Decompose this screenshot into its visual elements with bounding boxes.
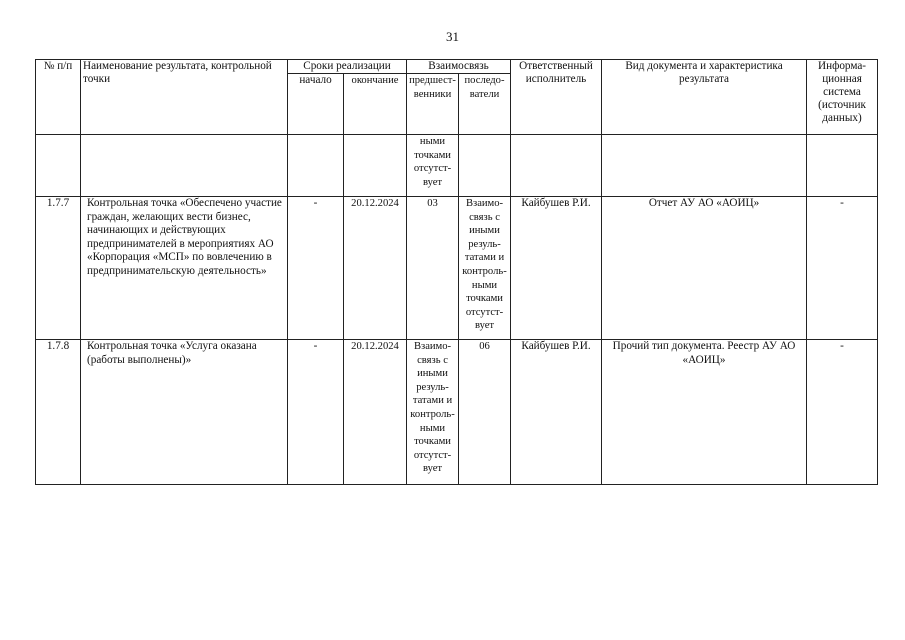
cell-document: Отчет АУ АО «АОИЦ» [602,197,807,340]
cell-infosystem: - [807,340,878,485]
cell-predecessors: ными точками отсутст-вует [407,135,459,197]
cell-infosystem: - [807,197,878,340]
cell-responsible: Кайбушев Р.И. [511,197,602,340]
header-start: начало [288,74,344,135]
header-terms: Сроки реализации [288,60,407,74]
header-row-1 [36,60,878,74]
cell-empty [36,135,81,197]
page-number: 31 [446,29,459,44]
cell-responsible: Кайбушев Р.И. [511,340,602,485]
header-document: Вид документа и характеристика результата [602,60,807,135]
cell-empty [807,135,878,197]
header-infosystem: Информа-ционная система (источник данных) [807,60,878,135]
header-name: Наименование результата, контрольной точки [81,60,288,135]
cell-name: Контрольная точка «Услуга оказана (работы выполнены)» [81,340,288,485]
cell-empty [602,135,807,197]
table-row [36,197,878,340]
cell-predecessors: 03 [407,197,459,340]
cell-successors: Взаимо-связь с иными резуль-татами и контроль-ными точками отсутст-вует [459,197,511,340]
cell-successors: 06 [459,340,511,485]
cell-start: - [288,197,344,340]
cell-empty [81,135,288,197]
cell-num: 1.7.8 [36,340,81,485]
header-num: № п/п [36,60,81,135]
cell-document: Прочий тип документа. Реестр АУ АО «АОИЦ» [602,340,807,485]
cell-predecessors: Взаимо-связь с иными резуль-татами и контроль-ными точками отсутст-вует [407,340,459,485]
cell-end: 20.12.2024 [344,197,407,340]
header-end: окончание [344,74,407,135]
cell-empty [344,135,407,197]
cell-empty [459,135,511,197]
cell-empty [511,135,602,197]
cell-end: 20.12.2024 [344,340,407,485]
cell-name: Контрольная точка «Обеспечено участие граждан, желающих вести бизнес, начинающих и действующих предпринимателей в мероприятиях АО «Корпорация «МСП» по вовлечению в предпринимательскую деятельность» [81,197,288,340]
cell-empty [288,135,344,197]
header-predecessors: предшест-венники [407,74,459,135]
cell-num: 1.7.7 [36,197,81,340]
table-row [36,340,878,485]
table-row-continuation [36,135,878,197]
header-link: Взаимосвязь [407,60,511,74]
cell-start: - [288,340,344,485]
header-successors: последо-ватели [459,74,511,135]
header-responsible: Ответственный исполнитель [511,60,602,135]
results-table [35,59,878,485]
